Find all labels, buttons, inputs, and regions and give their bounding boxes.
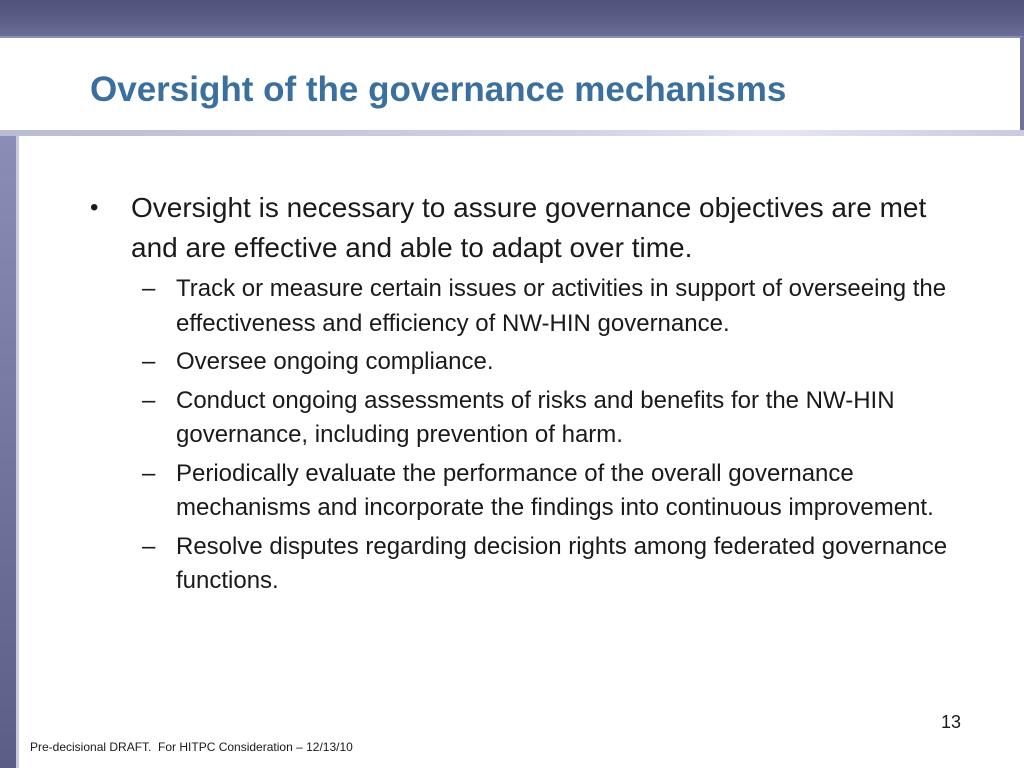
left-decorative-stripe: [16, 136, 19, 768]
slide-content: [90, 188, 960, 603]
sub-bullet-item: [90, 345, 960, 380]
top-decorative-bar: [0, 0, 1024, 36]
title-underline: [0, 130, 1024, 136]
sub-bullet-marker: –: [142, 275, 156, 302]
sub-bullet-marker: –: [142, 459, 156, 487]
sub-bullet-item: [90, 272, 960, 341]
sub-bullet-item: [90, 530, 960, 599]
bullet-item: [90, 188, 960, 268]
sub-bullet-item: [90, 384, 960, 453]
sub-bullet-text: Periodically evaluate the performance of the overall governance mechanisms and incorporate the findings into continuous improvement.: [176, 459, 934, 521]
sub-bullet-text: Oversee ongoing compliance.: [176, 348, 494, 375]
sub-bullet-text: Track or measure certain issues or activities in support of overseeing the effectiveness and efficiency of NW-HIN governance.: [176, 275, 947, 337]
sub-bullet-marker: –: [142, 532, 156, 560]
sub-bullet-text: Resolve disputes regarding decision rights among federated governance functions.: [176, 532, 948, 594]
sub-bullet-text: Conduct ongoing assessments of risks and benefits for the NW-HIN governance, including prevention of harm.: [176, 386, 895, 448]
page-number: 13: [940, 712, 961, 732]
bullet-text: Oversight is necessary to assure governance objectives are met and are effective and able to adapt over time.: [131, 192, 927, 263]
sub-bullet-marker: –: [142, 348, 156, 375]
bullet-marker: •: [90, 194, 99, 221]
sub-bullet-item: [90, 457, 960, 526]
sub-bullet-list: [90, 272, 960, 599]
sub-bullet-marker: –: [142, 386, 156, 414]
slide-title: Oversight of the governance mechanisms: [90, 70, 787, 109]
footer-text: Pre-decisional DRAFT. For HITPC Consideration – 12/13/10: [30, 740, 353, 754]
left-decorative-bar: [0, 136, 16, 768]
